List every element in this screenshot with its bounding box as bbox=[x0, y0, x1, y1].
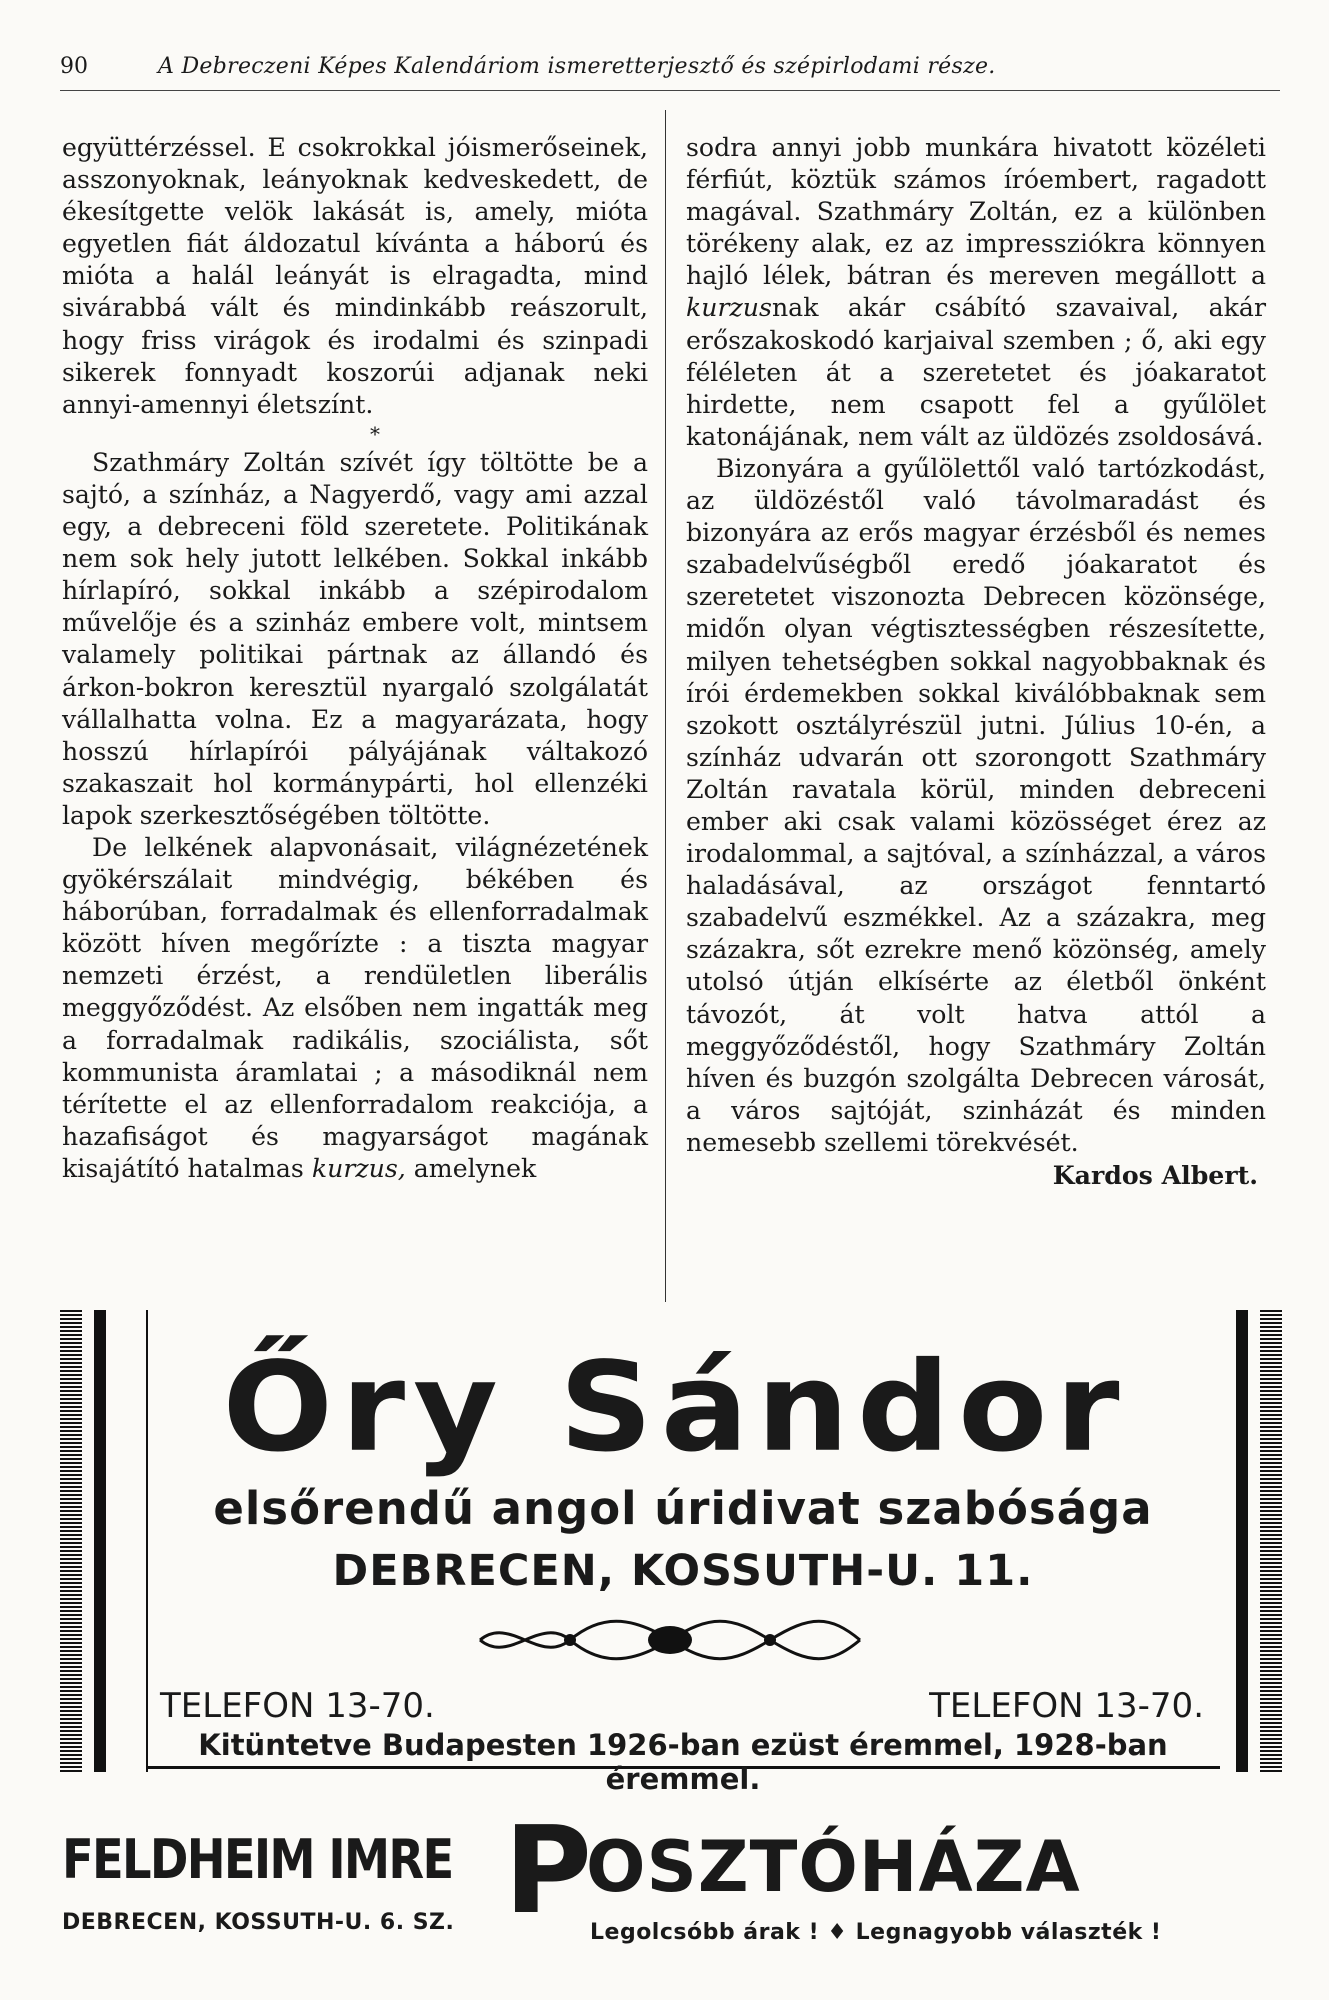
ad-phone-left: TELEFON 13-70. bbox=[160, 1686, 435, 1726]
ad-subtitle: elsőrendű angol úridivat szabósága bbox=[213, 1482, 1153, 1535]
ad-brand-name: Őry Sándor bbox=[222, 1334, 1128, 1480]
ory-sandor-advertisement bbox=[60, 1310, 1282, 1796]
left-paragraph-3-start: De lelkének alapvonásait, világnézetének gyökérszálait mindvégig, békében és háborúban, forradalmak és ellenforradalmak között híven megőrízte : a tiszta magyar nemzeti érzést, a rendületlen liberális meggyőződést. Az elsőben nem ingatták meg a forradalmak radikális, szociálista, sőt kommunista áramlatai ; a másodiknál nem térítette el az ellenforradalom reakciója, a hazafiságot és magyarságot magának kisajátító hatalmas bbox=[62, 832, 648, 1183]
kurzus-emphasis-2: kurzus bbox=[686, 293, 772, 323]
page-number: 90 bbox=[60, 54, 88, 79]
section-separator: * bbox=[370, 421, 380, 446]
header-rule bbox=[60, 90, 1280, 91]
ad-address: DEBRECEN, KOSSUTH-U. 11. bbox=[332, 1546, 1034, 1596]
feldheim-advertisement bbox=[60, 1802, 1282, 1986]
right-paragraph-1 bbox=[686, 132, 1266, 453]
ad2-tagline: Legolcsóbb árak ! ♦ Legnagyobb választék ! bbox=[590, 1920, 1162, 1945]
left-paragraph-1: együttérzéssel. E csokrokkal jóismerőseinek, asszonyoknak, leányoknak kedveskedett, de ékesítgette velök lakását is, amely, mióta egyetlen fiát áldozatul kívánta a háború és mióta a halál leányát is elragadta, mind sivárabbá vált és mindinkább reászorult, hogy friss virágok és irodalmi és szinpadi sikerek fonnyadt koszorúi adjanak neki annyi-amennyi életszínt. bbox=[62, 133, 648, 419]
kurzus-emphasis: kurzus, bbox=[311, 1153, 406, 1183]
ad2-initial-letter: P bbox=[504, 1802, 592, 1941]
column-separator bbox=[665, 110, 666, 1302]
ad-award-line: Kitüntetve Budapesten 1926-ban ezüst éremmel, 1928-ban éremmel. bbox=[198, 1728, 1168, 1796]
scroll-ornament-icon bbox=[470, 1610, 870, 1670]
left-paragraph-3-end: amelynek bbox=[405, 1153, 537, 1183]
right-paragraph-1-end: nak akár csábító szavaival, akár erőszakoskodó karjaival szemben ; ő, aki egy féléleten át a szeretetet és jóakaratot hirdette, nem csapott fel a gyűlölet katonájának, nem vált az üldözés zsoldosává. bbox=[686, 293, 1266, 451]
ad2-company-name: FELDHEIM IMRE bbox=[62, 1828, 453, 1891]
right-paragraph-1-start: sodra annyi jobb munkára hivatott közéleti férfiút, köztük számos íróembert, ragadott magával. Szathmáry Zoltán, ez a különben törékeny alak, ez az impressziókra könnyen hajló lélek, bátran és mereven megállott a bbox=[686, 133, 1266, 291]
running-header bbox=[60, 54, 1280, 79]
running-title: A Debreczeni Képes Kalendáriom ismeretterjesztő és szépirlodami része. bbox=[158, 54, 996, 79]
author-signature: Kardos Albert. bbox=[1052, 1160, 1258, 1190]
left-paragraph-3 bbox=[62, 832, 648, 1185]
ad2-shop-word: OSZTÓHÁZA bbox=[586, 1826, 1081, 1908]
ad-phone-right: TELEFON 13-70. bbox=[929, 1686, 1204, 1726]
ad2-address: DEBRECEN, KOSSUTH-U. 6. SZ. bbox=[62, 1910, 455, 1935]
right-stripe-border bbox=[1260, 1310, 1282, 1772]
left-stripe-border bbox=[60, 1310, 82, 1772]
right-paragraph-2: Bizonyára a gyűlölettől való tartózkodást, az üldözéstől való távolmaradást és bizonyára az erős magyar érzésből és nemes szabadelvűségből eredő jóakaratot és szeretetet viszonozta Debrecen közönsége, midőn olyan végtisztességben részesítette, milyen tehetségben sokkal nagyobbaknak és írói érdemekben sokkal kiválóbbaknak sem szokott osztályrészül jutni. Július 10-én, a színház udvarán ott szorongott Szathmáry Zoltán ravatala körül, minden debreceni ember aki csak valami közösséget érez az irodalommal, a sajtóval, a színházzal, a város haladásával, az országot fenntartó szabadelvű eszmékkel. Az a százakra, meg százakra, sőt ezrekre menő közönség, amely utolsó útján elkísérte az életből önként távozót, át volt hatva attól a meggyőződéstől, hogy Szathmáry Zoltán híven és buzgón szolgálta Debrecen városát, a város sajtóját, szinházát és minden nemesebb szellemi törekvését. bbox=[686, 453, 1266, 1157]
right-column bbox=[686, 132, 1266, 1191]
left-paragraph-2: Szathmáry Zoltán szívét így töltötte be a sajtó, a színház, a Nagyerdő, vagy ami azzal egy, a debreceni föld szeretete. Politikának nem sok hely jutott lelkében. Sokkal inkább hírlapíró, sokkal inkább a szépirodalom művelője és a szinház embere volt, mintsem valamely politikai pártnak az állandó és árkon-bokron keresztül nyargaló szolgálatát vállalhatta volna. Ez a magyarázata, hogy hosszú hírlapírói pályájának váltakozó szakaszait hol kormánypárti, hol ellenzéki lapok szerkesztőségében töltötte. bbox=[62, 447, 648, 830]
left-column bbox=[62, 132, 648, 1185]
